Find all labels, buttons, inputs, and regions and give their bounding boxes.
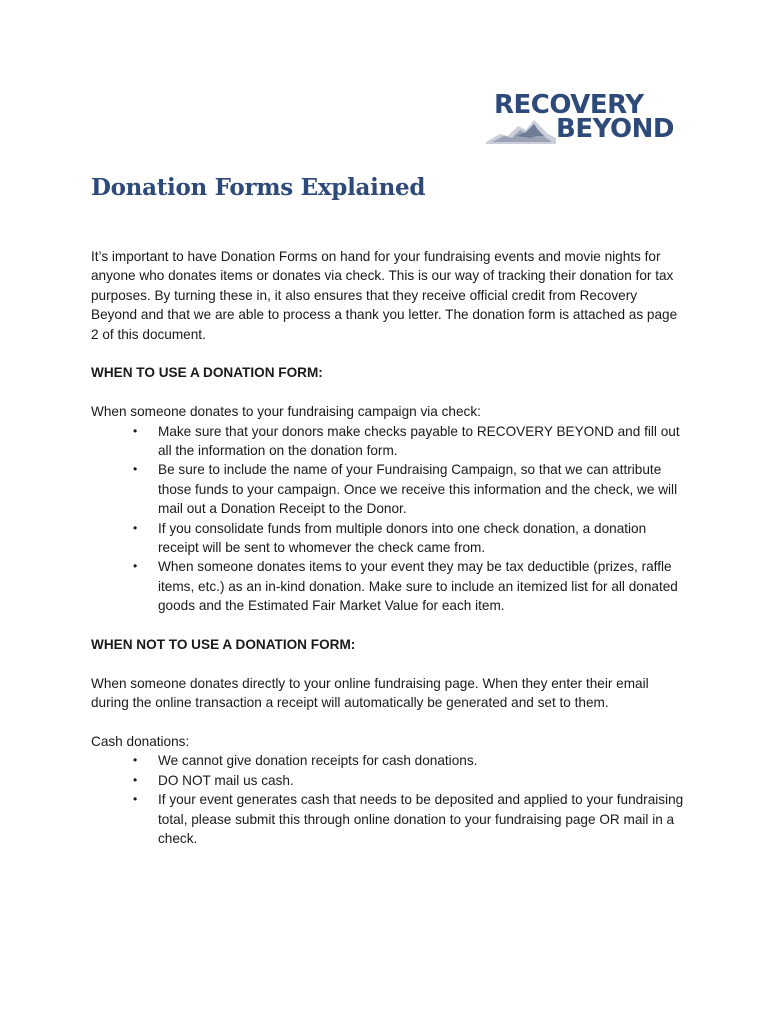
bullet-icon: • [133, 462, 138, 477]
bullet-icon: • [133, 423, 138, 438]
list-item-text: Be sure to include the name of your Fundraising Campaign, so that we can attribute those funds to your campaign. Once we receive this information and the check, we will mail out a Donation Receipt to the Donor. [158, 462, 678, 517]
list-item [91, 771, 686, 790]
page-title: Donation Forms Explained [91, 174, 426, 201]
bullet-icon: • [133, 520, 138, 535]
list-item-text: Make sure that your donors make checks payable to RECOVERY BEYOND and fill out all the information on the donation form. [158, 423, 680, 459]
bullet-icon: • [133, 792, 138, 807]
list-item [91, 422, 686, 461]
list-item-text: DO NOT mail us cash. [158, 772, 294, 788]
list-item-text: We cannot give donation receipts for cash donations. [158, 753, 478, 769]
list-item-text: If your event generates cash that needs to be deposited and applied to your fundraising total, please submit this through online donation to your fundraising page OR mail in a check. [158, 792, 684, 847]
bullet-icon: • [133, 753, 138, 768]
list-item [91, 460, 686, 518]
logo-text-recovery: RECOVERY [494, 90, 644, 120]
list-item-text: When someone donates items to your event they may be tax deductible (prizes, raffle items, etc.) as an in-kind donation. Make sure to include an itemized list for all donated goods and the Estimated Fair Market Value for each item. [158, 559, 678, 614]
when-not-heading: WHEN NOT TO USE A DONATION FORM: [91, 637, 356, 653]
list-item [91, 519, 686, 558]
list-item [91, 751, 686, 770]
bullet-icon: • [133, 559, 138, 574]
when-bullet-list [91, 422, 686, 616]
when-lead: When someone donates to your fundraising campaign via check: [91, 404, 481, 420]
cash-bullet-list [91, 751, 686, 848]
document-body [91, 247, 686, 849]
list-item [91, 790, 686, 848]
list-item-text: If you consolidate funds from multiple donors into one check donation, a donation receipt will be sent to whomever the check came from. [158, 520, 647, 556]
logo-text-beyond: BEYOND [556, 114, 674, 144]
intro-paragraph: It’s important to have Donation Forms on hand for your fundraising events and movie nights for anyone who donates items or donates via check. This is our way of tracking their donation for tax purposes. By turning these in, it also ensures that they receive official credit from Recovery Beyond and that we are able to process a thank you letter. The donation form is attached as page 2 of this document. [91, 249, 678, 342]
when-not-paragraph: When someone donates directly to your online fundraising page. When they enter their email during the online transaction a receipt will automatically be generated and set to them. [91, 675, 649, 711]
list-item [91, 557, 686, 615]
cash-lead: Cash donations: [91, 734, 190, 750]
bullet-icon: • [133, 772, 138, 787]
when-heading: WHEN TO USE A DONATION FORM: [91, 365, 323, 381]
recovery-beyond-logo [486, 90, 686, 150]
